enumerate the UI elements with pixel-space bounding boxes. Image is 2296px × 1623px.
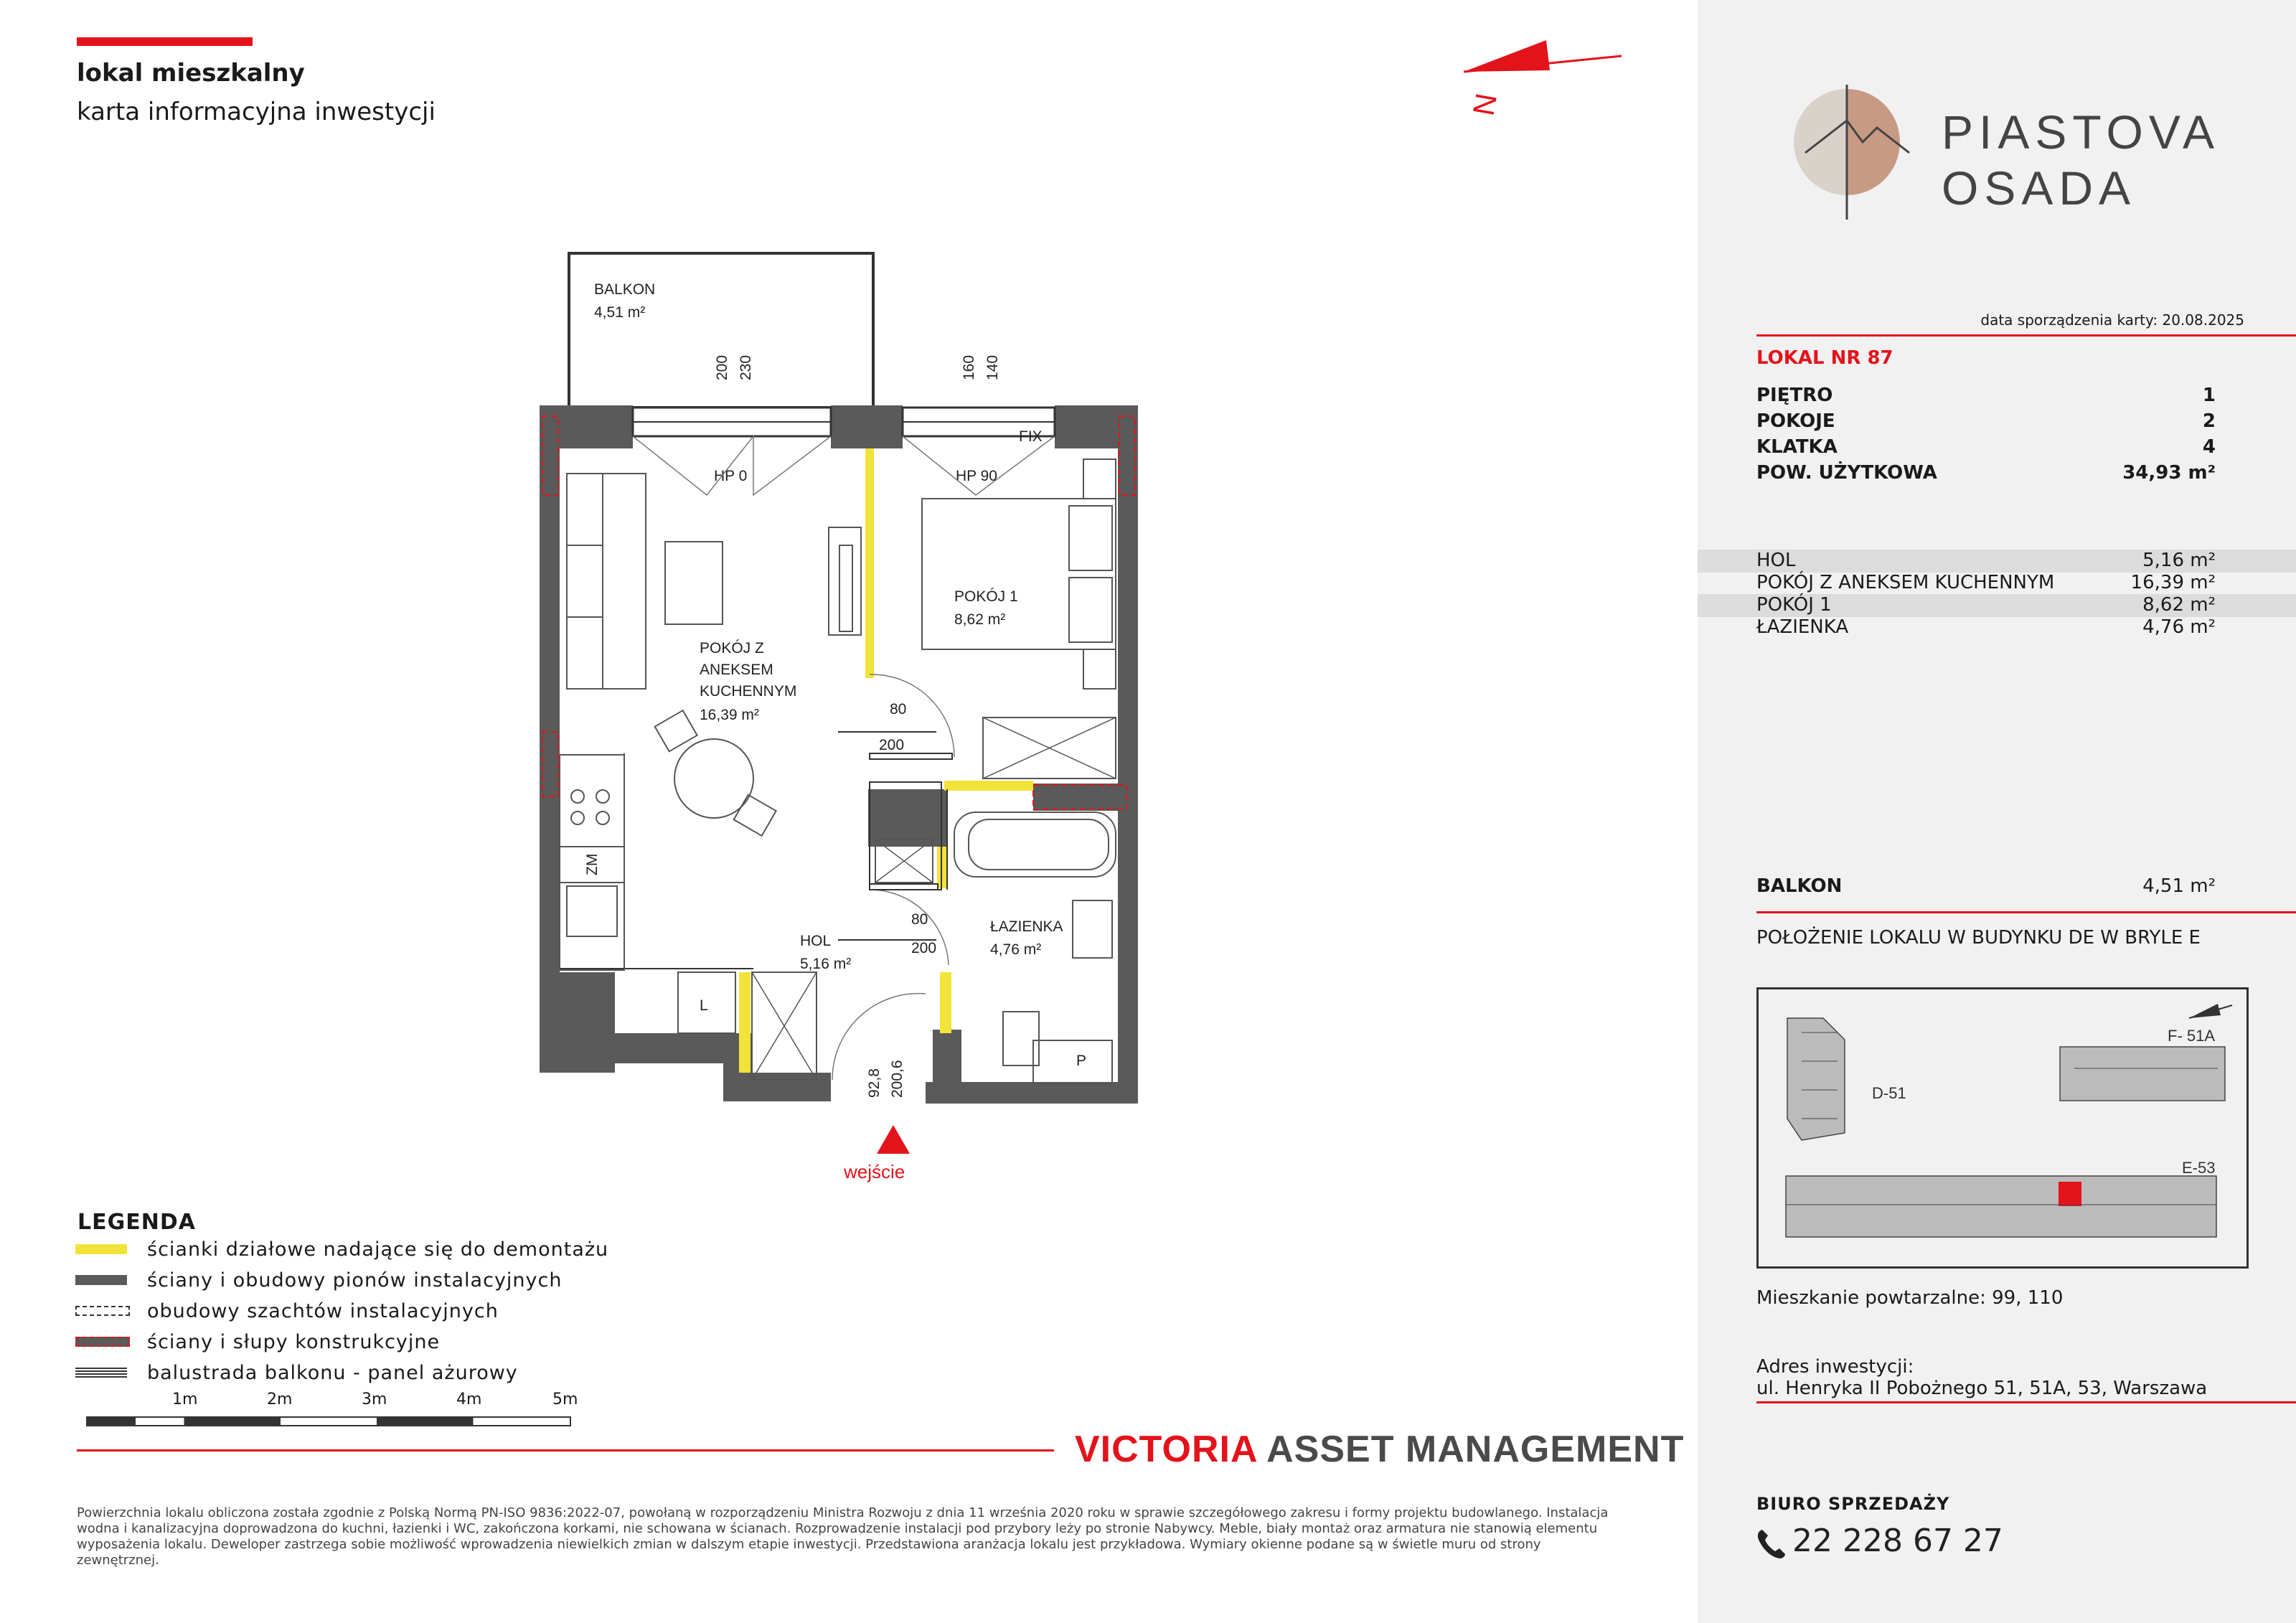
footer-rule (77, 1449, 1054, 1452)
balkon-row: BALKON 4,51 m² (1756, 875, 2216, 897)
right-pane (1698, 0, 2296, 1623)
table-icon (655, 710, 776, 836)
disclaimer: Powierzchnia lokalu obliczona została zgodnie z Polską Normą PN-ISO 9836:2022-07, powołaną w rozporządzeniu Ministra Rozwoju z dnia 11 września 2020 roku w sprawie szczegółowego zakresu i formy projektu budowlanego. Instalacja wodna i kanalizacyjna doprowadzona do kuchni, łazienki i WC, zakończona korkami, nie schowana w ścianach. Rozprowadzenie instalacji pod przybory leży po stronie Nabywcy. Meble, biały montaż oraz armatura nie stanowią elementu wyposażenia lokalu. Deweloper zastrzega sobie możliwość wprowadzenia niewielkich zmian w dalszym etapie inwestycji. Przedstawiona aranżacja lokalu jest przykładowa. Wymiary okienne podane są w świetle muru od strony zewnętrznej. (77, 1505, 1609, 1568)
spec-row: POW. UŻYTKOWA 34,93 m² (1756, 462, 2216, 484)
svg-text:4,51 m²: 4,51 m² (594, 304, 646, 321)
room-row: POKÓJ Z ANEKSEM KUCHENNYM 16,39 m² (1756, 572, 2216, 593)
svg-text:F- 51A: F- 51A (2168, 1027, 2216, 1045)
svg-text:E-53: E-53 (2182, 1159, 2216, 1177)
location-label: POŁOŻENIE LOKALU W BUDYNKU DE W BRYLE E (1756, 927, 2201, 949)
svg-text:4,76 m²: 4,76 m² (990, 941, 1042, 958)
svg-text:80: 80 (890, 701, 907, 718)
svg-text:16,39 m²: 16,39 m² (700, 707, 759, 723)
svg-text:80: 80 (911, 911, 928, 928)
card-rule-2 (1756, 911, 2296, 913)
legend-item-installation-walls: ściany i obudowy pionów instalacyjnych (147, 1269, 562, 1291)
svg-text:HP 90: HP 90 (956, 468, 997, 484)
svg-text:POKÓJ 1: POKÓJ 1 (954, 588, 1018, 605)
svg-text:200: 200 (911, 940, 937, 956)
north-arrow-icon (1449, 29, 1629, 122)
spec-row: PIĘTRO 1 (1756, 385, 2216, 406)
balcony (569, 253, 1001, 408)
spec-row: KLATKA 4 (1756, 436, 2216, 458)
walls (540, 405, 1138, 1104)
room-row: ŁAZIENKA 4,76 m² (1756, 616, 2216, 638)
legend-item-demolition: ścianki działowe nadające się do demontażu (147, 1238, 608, 1260)
svg-text:FIX: FIX (1019, 428, 1043, 445)
svg-text:POKÓJ Z: POKÓJ Z (700, 640, 764, 657)
spec-row: POKOJE 2 (1756, 410, 2216, 432)
legend-item-balustrade: balustrada balkonu - panel ażurowy (147, 1362, 518, 1383)
svg-text:ZM: ZM (584, 853, 601, 875)
svg-text:ŁAZIENKA: ŁAZIENKA (990, 918, 1063, 935)
svg-text:160: 160 (961, 354, 977, 380)
room-row: POKÓJ 1 8,62 m² (1756, 594, 2216, 616)
svg-text:ANEKSEM: ANEKSEM (700, 662, 773, 678)
sofa-icon (567, 474, 646, 689)
svg-text:KUCHENNYM: KUCHENNYM (700, 683, 797, 700)
phone-icon (1756, 1528, 1785, 1560)
svg-text:L: L (700, 997, 708, 1014)
svg-text:D-51: D-51 (1872, 1084, 1906, 1102)
lokal-number: LOKAL NR 87 (1756, 347, 1893, 369)
svg-text:HOL: HOL (800, 933, 832, 949)
card-rule-3 (1756, 1401, 2296, 1403)
location-map (1756, 987, 2249, 1269)
address-title: Adres inwestycji: (1756, 1356, 1914, 1378)
card-date: data sporządzenia karty: 20.08.2025 (1980, 311, 2244, 329)
address-value: ul. Henryka II Pobożnego 51, 51A, 53, Warszawa (1756, 1378, 2208, 1399)
brand-logo-icon (1791, 85, 1920, 221)
bed-icon (922, 459, 1116, 689)
north-label: N (1466, 90, 1504, 118)
legend-item-structural: ściany i słupy konstrukcyjne (147, 1331, 440, 1352)
svg-text:HP 0: HP 0 (714, 468, 748, 484)
svg-text:92,8: 92,8 (866, 1068, 883, 1098)
svg-text:200,6: 200,6 (889, 1060, 905, 1098)
svg-text:5,16 m²: 5,16 m² (800, 956, 852, 972)
legend-item-shafts: obudowy szachtów instalacyjnych (147, 1300, 499, 1322)
svg-text:230: 230 (738, 354, 754, 380)
svg-text:P: P (1076, 1053, 1087, 1069)
sales-phone[interactable]: 22 228 67 27 (1792, 1523, 2003, 1559)
svg-text:200: 200 (879, 737, 905, 753)
page-title: lokal mieszkalny (77, 59, 305, 88)
page-subtitle: karta informacyjna inwestycji (77, 98, 436, 126)
bathtub-icon (954, 812, 1116, 877)
svg-text:140: 140 (984, 354, 1001, 380)
svg-text:wejście: wejście (844, 1161, 905, 1182)
entry-arrow-icon (877, 1125, 910, 1154)
legend-title: LEGENDA (77, 1210, 196, 1235)
scale-bar: 1m 2m 3m 4m 5m (86, 1391, 588, 1434)
repeat-units: Mieszkanie powtarzalne: 99, 110 (1756, 1287, 2064, 1309)
room-row: HOL 5,16 m² (1756, 550, 2216, 571)
sink-icon (1073, 900, 1112, 958)
svg-text:BALKON: BALKON (594, 281, 656, 298)
card-rule-1 (1756, 334, 2296, 337)
svg-text:200: 200 (714, 354, 730, 380)
svg-text:8,62 m²: 8,62 m² (954, 611, 1006, 628)
floor-plan (0, 0, 1220, 1220)
brand-name: PIASTOVA OSADA (1942, 105, 2221, 215)
sales-title: BIURO SPRZEDAŻY (1756, 1494, 1950, 1514)
company-logo: VICTORIA ASSET MANAGEMENT (1075, 1429, 1685, 1470)
